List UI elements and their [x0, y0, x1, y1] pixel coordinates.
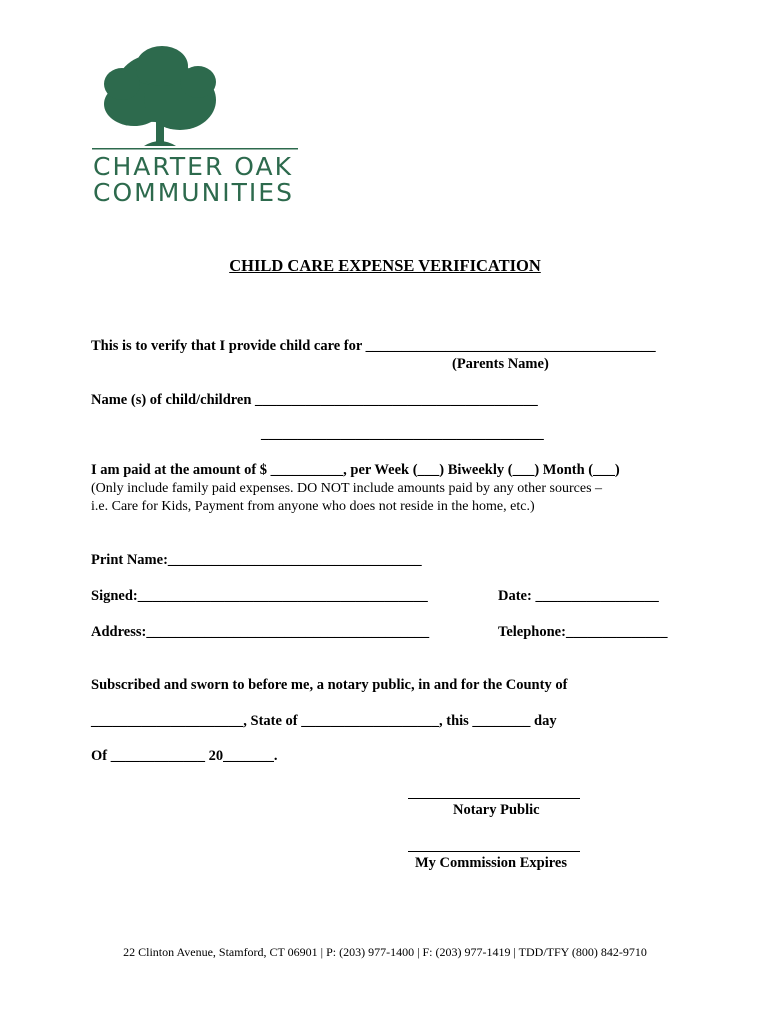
signed-field: Signed:________________________________________ [91, 588, 428, 604]
payment-note-2: i.e. Care for Kids, Payment from anyone who does not reside in the home, etc.) [91, 499, 535, 514]
subscribed-statement: Subscribed and sworn to before me, a notary public, in and for the County of [91, 677, 568, 693]
print-name-field: Print Name:___________________________________ [91, 552, 422, 568]
payment-amount-line: I am paid at the amount of $ __________, per Week (___) Biweekly (___) Month (___) [91, 462, 620, 478]
of-year-line: Of _____________ 20_______. [91, 748, 278, 764]
logo-line-2: COMMUNITIES [93, 178, 294, 207]
commission-expires-label: My Commission Expires [415, 855, 567, 871]
telephone-field: Telephone:______________ [498, 624, 668, 640]
commission-signature-line [408, 851, 580, 852]
notary-signature-line [408, 798, 580, 799]
parents-name-caption: (Parents Name) [452, 356, 549, 372]
oak-tree-logo-icon [92, 42, 298, 154]
document-title: CHILD CARE EXPENSE VERIFICATION [229, 256, 541, 275]
notary-public-label: Notary Public [453, 802, 540, 818]
verify-line: This is to verify that I provide child care for ________________________________________ [91, 338, 656, 354]
children-name-line-2: _______________________________________ [261, 426, 544, 442]
children-name-line: Name (s) of child/children _______________________________________ [91, 392, 538, 408]
state-line: _____________________, State of ___________________, this ________ day [91, 713, 557, 729]
date-field: Date: _________________ [498, 588, 659, 604]
payment-note-1: (Only include family paid expenses. DO NOT include amounts paid by any other sources – [91, 481, 603, 496]
footer-contact: 22 Clinton Avenue, Stamford, CT 06901 | P: (203) 977-1400 | F: (203) 977-1419 | TDD/TFY (800) 842-9710 [123, 945, 647, 959]
address-field: Address:_______________________________________ [91, 624, 430, 640]
logo-line-1: CHARTER OAK [93, 152, 294, 181]
